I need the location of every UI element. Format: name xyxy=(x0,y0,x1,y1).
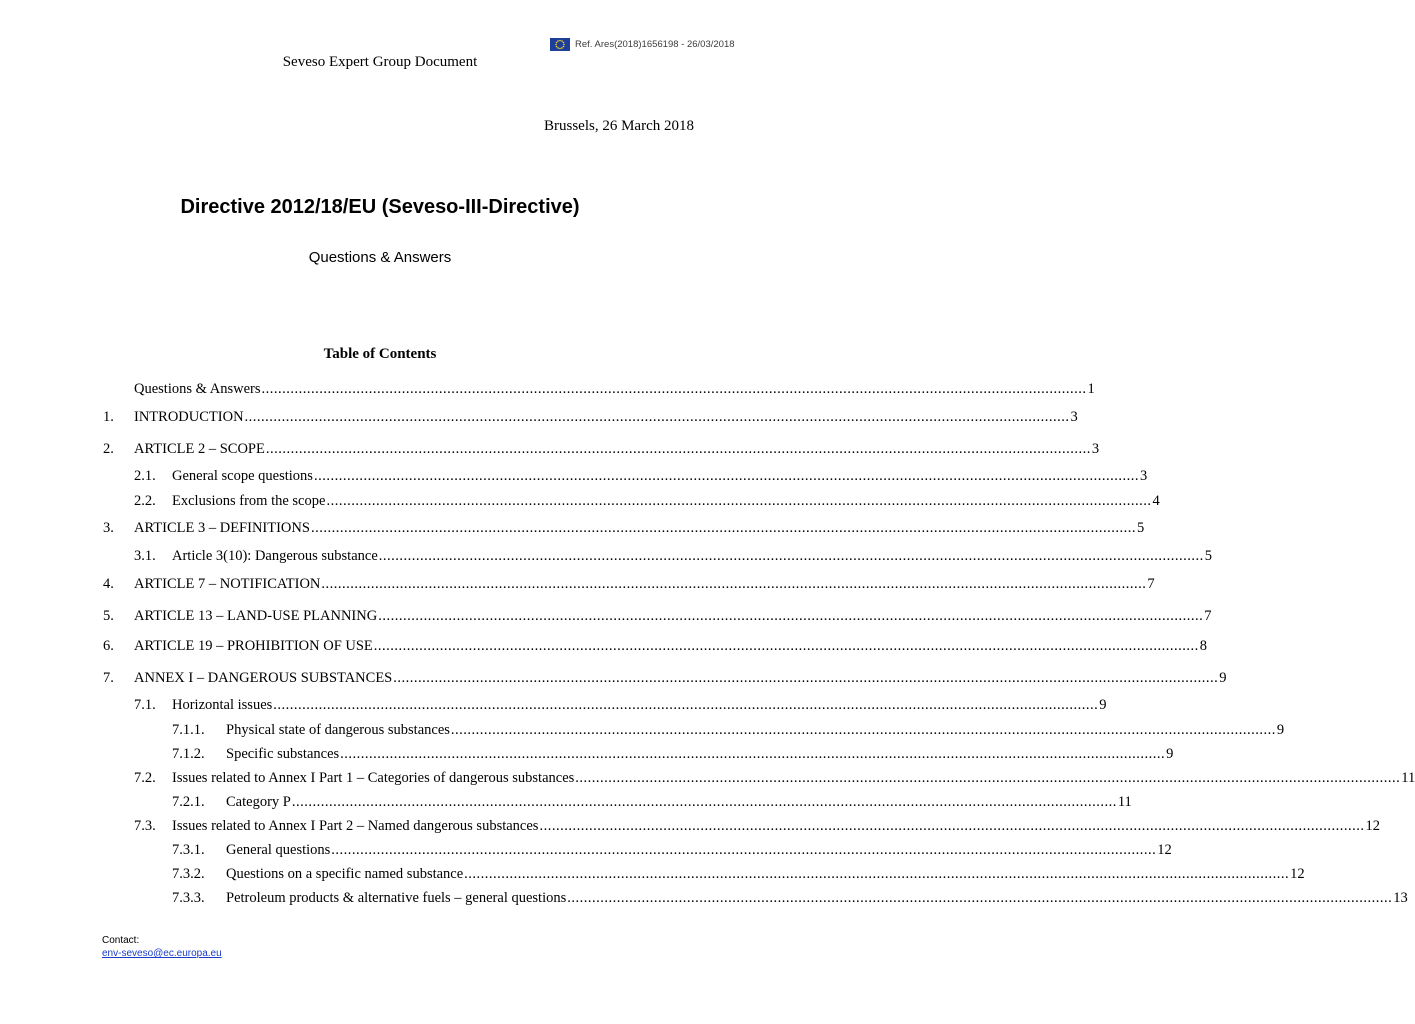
toc-entry-number: 7.3.3. xyxy=(172,890,205,906)
toc-heading: Table of Contents xyxy=(323,346,437,362)
reference-stamp xyxy=(550,38,735,51)
toc-entry-title: Petroleum products & alternative fuels – general questions xyxy=(226,890,567,906)
toc-page-number: 3 xyxy=(1070,409,1078,425)
toc-page-number: 9 xyxy=(1276,722,1285,738)
toc-page-number: 7 xyxy=(1204,608,1212,624)
toc-entry-title: Article 3(10): Dangerous substance xyxy=(172,548,378,564)
contact-block xyxy=(102,934,222,960)
toc-page-number: 3 xyxy=(1091,441,1100,457)
toc-dot-leader: ........................................................................................................................................................................................................ xyxy=(326,493,1152,509)
toc-entry-number: 4. xyxy=(103,576,114,592)
toc-entry[interactable] xyxy=(0,468,1148,488)
toc-page-number: 12 xyxy=(1157,842,1172,858)
toc-dot-leader: ........................................................................................................................................................................................................ xyxy=(310,520,1136,536)
page-subtitle: Questions & Answers xyxy=(308,249,452,266)
toc-dot-leader: ........................................................................................................................................................................................................ xyxy=(265,441,1091,457)
toc-entry[interactable] xyxy=(0,381,1095,401)
toc-dot-leader: ........................................................................................................................................................................................................ xyxy=(539,818,1365,834)
toc-dot-leader: ........................................................................................................................................................................................................ xyxy=(450,722,1276,738)
toc-entry[interactable] xyxy=(0,441,1100,461)
toc-entry-number: 7.3.2. xyxy=(172,866,205,882)
toc-dot-leader: ........................................................................................................................................................................................................ xyxy=(393,670,1219,686)
toc-entry-title: Specific substances xyxy=(226,746,340,762)
toc-entry[interactable] xyxy=(0,608,1212,628)
toc-entry-number: 1. xyxy=(103,409,114,425)
toc-entry[interactable] xyxy=(0,866,1305,886)
toc-entry-number: 6. xyxy=(103,638,114,654)
toc-page-number: 8 xyxy=(1199,638,1208,654)
toc-page-number: 7 xyxy=(1147,576,1155,592)
toc-entry[interactable] xyxy=(0,670,1227,690)
toc-entry-number: 7.2.1. xyxy=(172,794,205,810)
eu-flag-icon xyxy=(550,38,570,51)
toc-dot-leader: ........................................................................................................................................................................................................ xyxy=(567,890,1393,906)
toc-entry-title: Horizontal issues xyxy=(172,697,273,713)
toc-entry-title: General scope questions xyxy=(172,468,313,484)
toc-entry-title: ARTICLE 3 – DEFINITIONS xyxy=(134,520,310,536)
toc-page-number: 12 xyxy=(1365,818,1380,834)
toc-entry[interactable] xyxy=(0,794,1132,814)
toc-entry[interactable] xyxy=(0,746,1174,766)
toc-page-number: 13 xyxy=(1393,890,1408,906)
toc-dot-leader: ........................................................................................................................................................................................................ xyxy=(321,576,1147,592)
toc-entry-title: ARTICLE 7 – NOTIFICATION xyxy=(134,576,321,592)
toc-entry-number: 7. xyxy=(103,670,114,686)
toc-entry-number: 2. xyxy=(103,441,114,457)
toc-page-number: 9 xyxy=(1219,670,1227,686)
contact-email-link[interactable]: env-seveso@ec.europa.eu xyxy=(102,948,222,959)
toc-page-number: 11 xyxy=(1401,770,1415,786)
toc-entry-title: Category P xyxy=(226,794,291,810)
toc-dot-leader: ........................................................................................................................................................................................................ xyxy=(378,608,1204,624)
toc-entry[interactable] xyxy=(0,576,1155,596)
toc-entry-number: 2.2. xyxy=(134,493,156,509)
toc-entry[interactable] xyxy=(0,890,1408,910)
toc-entry[interactable] xyxy=(0,818,1380,838)
toc-page-number: 5 xyxy=(1136,520,1145,536)
toc-dot-leader: ........................................................................................................................................................................................................ xyxy=(464,866,1290,882)
toc-page-number: 4 xyxy=(1152,493,1160,509)
toc-entry[interactable] xyxy=(0,520,1145,540)
toc-entry-title: ARTICLE 19 – PROHIBITION OF USE xyxy=(134,638,373,654)
toc-page-number: 12 xyxy=(1290,866,1305,882)
toc-entry[interactable] xyxy=(0,842,1172,862)
toc-dot-leader: ........................................................................................................................................................................................................ xyxy=(575,770,1401,786)
toc-entry-number: 3. xyxy=(103,520,114,536)
contact-label: Contact: xyxy=(102,935,140,946)
toc-dot-leader: ........................................................................................................................................................................................................ xyxy=(291,794,1117,810)
toc-dot-leader: ........................................................................................................................................................................................................ xyxy=(340,746,1166,762)
toc-entry-title: Exclusions from the scope xyxy=(172,493,326,509)
toc-entry[interactable] xyxy=(0,638,1208,658)
toc-entry-title: ARTICLE 2 – SCOPE xyxy=(134,441,265,457)
toc-dot-leader: ........................................................................................................................................................................................................ xyxy=(244,409,1070,425)
document-group-label: Seveso Expert Group Document xyxy=(282,54,478,70)
toc-entry[interactable] xyxy=(0,493,1160,513)
toc-entry-number: 7.3.1. xyxy=(172,842,205,858)
toc-page-number: 11 xyxy=(1117,794,1132,810)
toc-entry-title: ARTICLE 13 – LAND-USE PLANNING xyxy=(134,608,378,624)
toc-entry-number: 5. xyxy=(103,608,114,624)
toc-entry-title: Issues related to Annex I Part 1 – Categories of dangerous substances xyxy=(172,770,575,786)
toc-entry-number: 7.1.2. xyxy=(172,746,205,762)
toc-entry-number: 7.1. xyxy=(134,697,156,713)
toc-dot-leader: ........................................................................................................................................................................................................ xyxy=(261,381,1087,397)
toc-entry-title: Questions on a specific named substance xyxy=(226,866,464,882)
toc-page-number: 3 xyxy=(1139,468,1148,484)
toc-entry[interactable] xyxy=(0,548,1213,568)
toc-entry-title: ANNEX I – DANGEROUS SUBSTANCES xyxy=(134,670,393,686)
toc-entry[interactable] xyxy=(0,722,1285,742)
toc-entry-number: 2.1. xyxy=(134,468,156,484)
toc-entry-title: Physical state of dangerous substances xyxy=(226,722,450,738)
toc-page-number: 5 xyxy=(1204,548,1213,564)
toc-entry-title: INTRODUCTION xyxy=(134,409,244,425)
toc-dot-leader: ........................................................................................................................................................................................................ xyxy=(373,638,1199,654)
reference-text: Ref. Ares(2018)1656198 - 26/03/2018 xyxy=(575,39,735,50)
toc-entry-number: 7.2. xyxy=(134,770,156,786)
toc-dot-leader: ........................................................................................................................................................................................................ xyxy=(313,468,1139,484)
toc-dot-leader: ........................................................................................................................................................................................................ xyxy=(273,697,1099,713)
toc-entry-number: 3.1. xyxy=(134,548,156,564)
toc-entry-title: General questions xyxy=(226,842,331,858)
toc-entry-number: 7.3. xyxy=(134,818,156,834)
toc-dot-leader: ........................................................................................................................................................................................................ xyxy=(331,842,1157,858)
toc-entry-title: Issues related to Annex I Part 2 – Named dangerous substances xyxy=(172,818,539,834)
toc-entry[interactable] xyxy=(0,770,1415,790)
toc-entry[interactable] xyxy=(0,409,1078,429)
toc-page-number: 1 xyxy=(1087,381,1095,397)
toc-entry-number: 7.1.1. xyxy=(172,722,205,738)
toc-entry[interactable] xyxy=(0,697,1107,717)
toc-dot-leader: ........................................................................................................................................................................................................ xyxy=(378,548,1204,564)
page-title: Directive 2012/18/EU (Seveso-III-Directive) xyxy=(180,196,580,218)
toc-page-number: 9 xyxy=(1166,746,1174,762)
date-line: Brussels, 26 March 2018 xyxy=(544,118,694,134)
toc-entry-title: Questions & Answers xyxy=(134,381,261,397)
toc-page-number: 9 xyxy=(1099,697,1107,713)
